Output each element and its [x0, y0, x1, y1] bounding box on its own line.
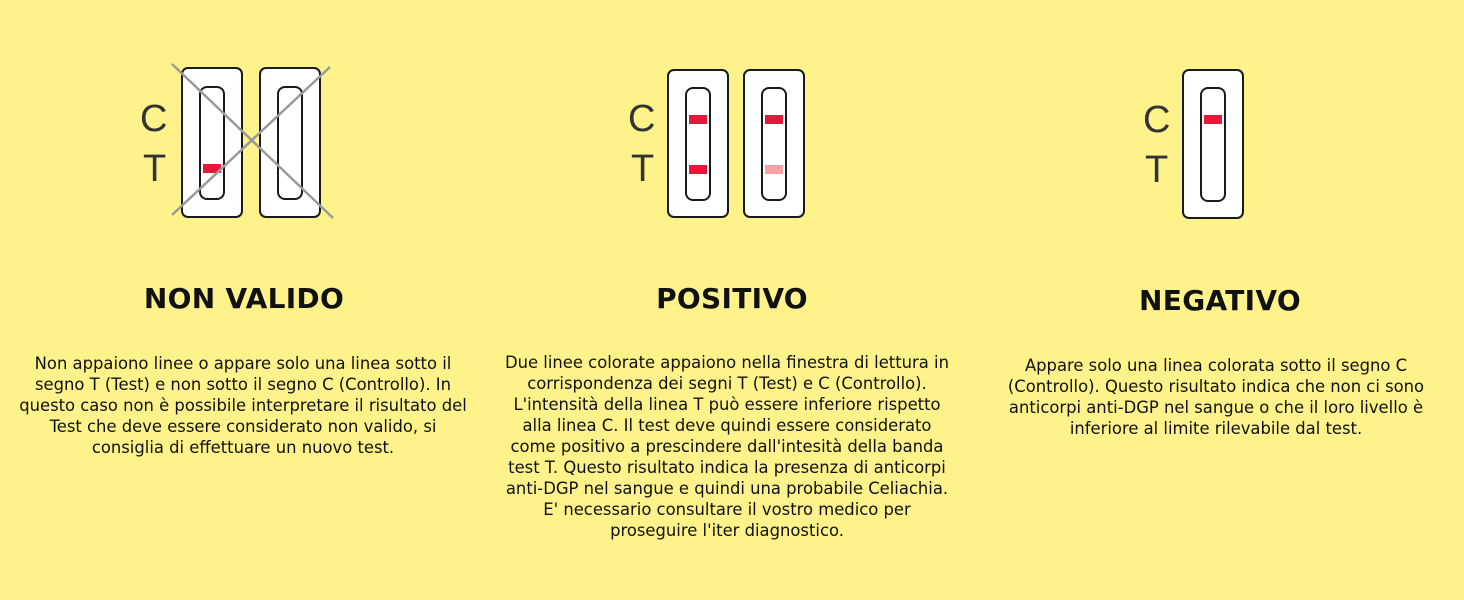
label-t: T	[143, 148, 167, 190]
invalid-cross-icon	[0, 0, 488, 240]
section-negativo	[976, 0, 1464, 600]
control-band	[765, 115, 783, 124]
label-c: C	[1143, 99, 1171, 141]
section-description: Non appaiono linee o appare solo una linea sotto il segno T (Test) e non sotto il segno C (Controllo). In questo caso non è possibile interpretare il risultato del Test che deve essere considerato non valido, si consiglia di effettuare un nuovo test.	[19, 354, 467, 457]
reading-window	[685, 87, 711, 201]
section-description: Appare solo una linea colorata sotto il segno C (Controllo). Questo risultato indica che non ci sono anticorpi anti-DGP nel sangue o che il loro livello è inferiore al limite rilevabile dal test.	[1007, 356, 1425, 438]
section-title: NEGATIVO	[1139, 284, 1301, 317]
section-title: POSITIVO	[656, 282, 808, 315]
label-c: C	[628, 98, 656, 140]
faint-test-band	[765, 165, 783, 174]
section-description: Due linee colorate appaiono nella finestra di lettura in corrispondenza dei segni T (Test) e C (Controllo). L'intensità della linea T può essere inferiore rispetto alla linea C. Il test deve quindi essere considerato come positivo a prescindere dall'intesità della banda test T. Questo risultato indica la presenza di anticorpi anti-DGP nel sangue e quindi una probabile Celiachia. E' necessario consultare il vostro medico per proseguire l'iter diagnostico.	[505, 353, 949, 540]
section-positivo	[488, 0, 976, 600]
test-band	[689, 165, 707, 174]
test-strip-1	[667, 69, 729, 218]
reading-window	[761, 87, 787, 201]
test-strip-2	[743, 69, 805, 218]
reading-window	[1200, 87, 1226, 202]
section-title: NON VALIDO	[143, 282, 345, 315]
invalid-test-illustration	[0, 0, 488, 240]
label-t: T	[631, 148, 655, 190]
control-band	[689, 115, 707, 124]
negative-test-illustration	[976, 0, 1464, 240]
control-band	[1204, 115, 1222, 124]
label-c: C	[140, 98, 168, 140]
section-non-valido	[0, 0, 488, 600]
positive-test-illustration	[488, 0, 976, 240]
test-strip	[1182, 69, 1244, 219]
label-t: T	[1145, 149, 1169, 191]
